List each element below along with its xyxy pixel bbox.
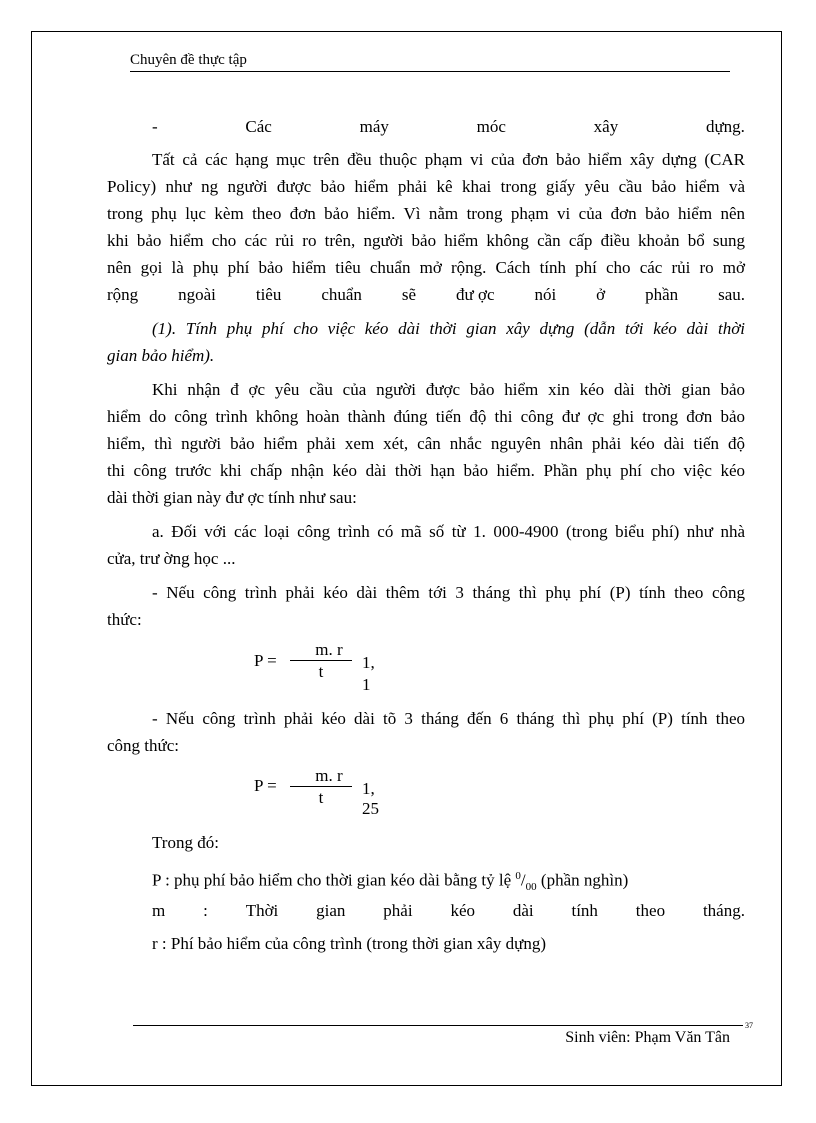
definition-p [152, 865, 745, 898]
word: Thời [245, 901, 279, 920]
formula-coefficient: 1, [362, 653, 375, 672]
paragraph-line: Tất cả các hạng mục trên đều thuộc phạm vi của đơn bảo hiểm xây dựng (CAR [152, 150, 745, 169]
bullet-line-machinery [152, 116, 745, 138]
word: : [203, 901, 208, 920]
formula-numerator: m. r [315, 766, 343, 785]
paragraph-line: thi công trước khi chấp nhận kéo dài thời hạn bảo hiểm. Phần phụ phí cho việc kéo [107, 461, 745, 480]
fraction-bar [290, 660, 352, 661]
formula-coefficient: 1, [362, 779, 375, 798]
paragraph-line: a. Đối với các loại công trình có mã số từ 1. 000-4900 (trong biểu phí) như nhà [152, 522, 745, 541]
word: ở [596, 285, 606, 304]
word: kéo [450, 901, 475, 920]
section-heading: (1). Tính phụ phí cho việc kéo dài thời gian xây dựng (dẫn tới kéo dài thời [152, 319, 745, 338]
definition-m [152, 900, 745, 922]
permille-sup: 0 [515, 870, 521, 882]
formula-lhs: P = [254, 651, 277, 670]
formula-coefficient-bottom: 1 [362, 675, 371, 694]
formula-denominator: t [318, 788, 324, 807]
word: rộng [107, 285, 139, 304]
word: phần [645, 285, 679, 304]
formula-denominator: t [318, 662, 324, 681]
footer-rule [133, 1025, 743, 1026]
section-heading-cont: gian bảo hiểm). [107, 346, 215, 365]
paragraph-line: trong phụ lục kèm theo đơn bảo hiểm. Vì nằm trong phạm vi của đơn bảo hiểm nên [107, 204, 745, 223]
word: Các [245, 117, 272, 136]
formula-numerator: m. r [315, 640, 343, 659]
formula-coefficient-bottom: 25 [362, 799, 379, 818]
word: nói [534, 285, 557, 304]
paragraph-line: cửa, trư ờng học ... [107, 549, 236, 568]
word: móc [476, 117, 506, 136]
paragraph-line: Khi nhận đ ợc yêu cầu của người được bảo hiểm xin kéo dài thời gian bảo [152, 380, 745, 399]
paragraph-line: hiểm, thì người bảo hiểm phải xem xét, cân nhắc nguyên nhân phải kéo dài tiến độ [107, 434, 745, 453]
header-rule [130, 71, 730, 72]
paragraph-line: công thức: [107, 736, 180, 755]
word: tiêu [255, 285, 282, 304]
word: theo [635, 901, 666, 920]
word: dựng. [705, 117, 745, 136]
word: sẽ [401, 285, 417, 304]
page-number: 37 [745, 1021, 753, 1030]
paragraph-line: - Nếu công trình phải kéo dài tõ 3 tháng đến 6 tháng thì phụ phí (P) tính theo [152, 709, 745, 728]
word: xây [593, 117, 619, 136]
permille-slash: / [520, 870, 526, 890]
footer-author: Sinh viên: Phạm Văn Tân [565, 1029, 730, 1046]
paragraph-line: Policy) như ng người được bảo hiểm phải kê khai trong giấy yêu cầu bảo hiểm và [107, 177, 745, 196]
permille-sub: 00 [525, 881, 537, 894]
paragraph-line-justified [107, 284, 745, 306]
paragraph-line: dài thời gian này đư ợc tính như sau: [107, 488, 357, 507]
word: - [152, 117, 158, 136]
word: đư ợc [455, 285, 495, 304]
word: gian [316, 901, 346, 920]
word: dài [512, 901, 534, 920]
word: chuẩn [321, 285, 362, 304]
fraction-bar [290, 786, 352, 787]
paragraph-line: hiểm do công trình không hoàn thành đúng tiến độ thi công đư ợc ghi trong đơn bảo [107, 407, 745, 426]
word: máy [359, 117, 389, 136]
definition-r: r : Phí bảo hiểm của công trình (trong thời gian xây dựng) [152, 934, 547, 953]
definition-text: P : phụ phí bảo hiểm cho thời gian kéo dài bằng tỷ lệ [152, 870, 516, 890]
paragraph-line: khi bảo hiểm cho các rủi ro trên, người bảo hiểm không cần cấp điều khoản bổ sung [107, 231, 745, 250]
definition-text: (phần nghìn) [536, 870, 629, 890]
word: sau. [718, 285, 745, 304]
definitions-intro: Trong đó: [152, 833, 219, 852]
word: tháng. [702, 901, 745, 920]
paragraph-line: thức: [107, 610, 142, 629]
header-title: Chuyên đề thực tập [130, 52, 247, 68]
word: tính [571, 901, 598, 920]
formula-lhs: P = [254, 776, 277, 795]
paragraph-line: nên gọi là phụ phí bảo hiểm tiêu chuẩn mở rộng. Cách tính phí cho các rủi ro mở [107, 258, 745, 277]
paragraph-line: - Nếu công trình phải kéo dài thêm tới 3 tháng thì phụ phí (P) tính theo công [152, 583, 745, 602]
word: phải [383, 901, 413, 920]
word: m [152, 901, 166, 920]
word: ngoài [178, 285, 216, 304]
